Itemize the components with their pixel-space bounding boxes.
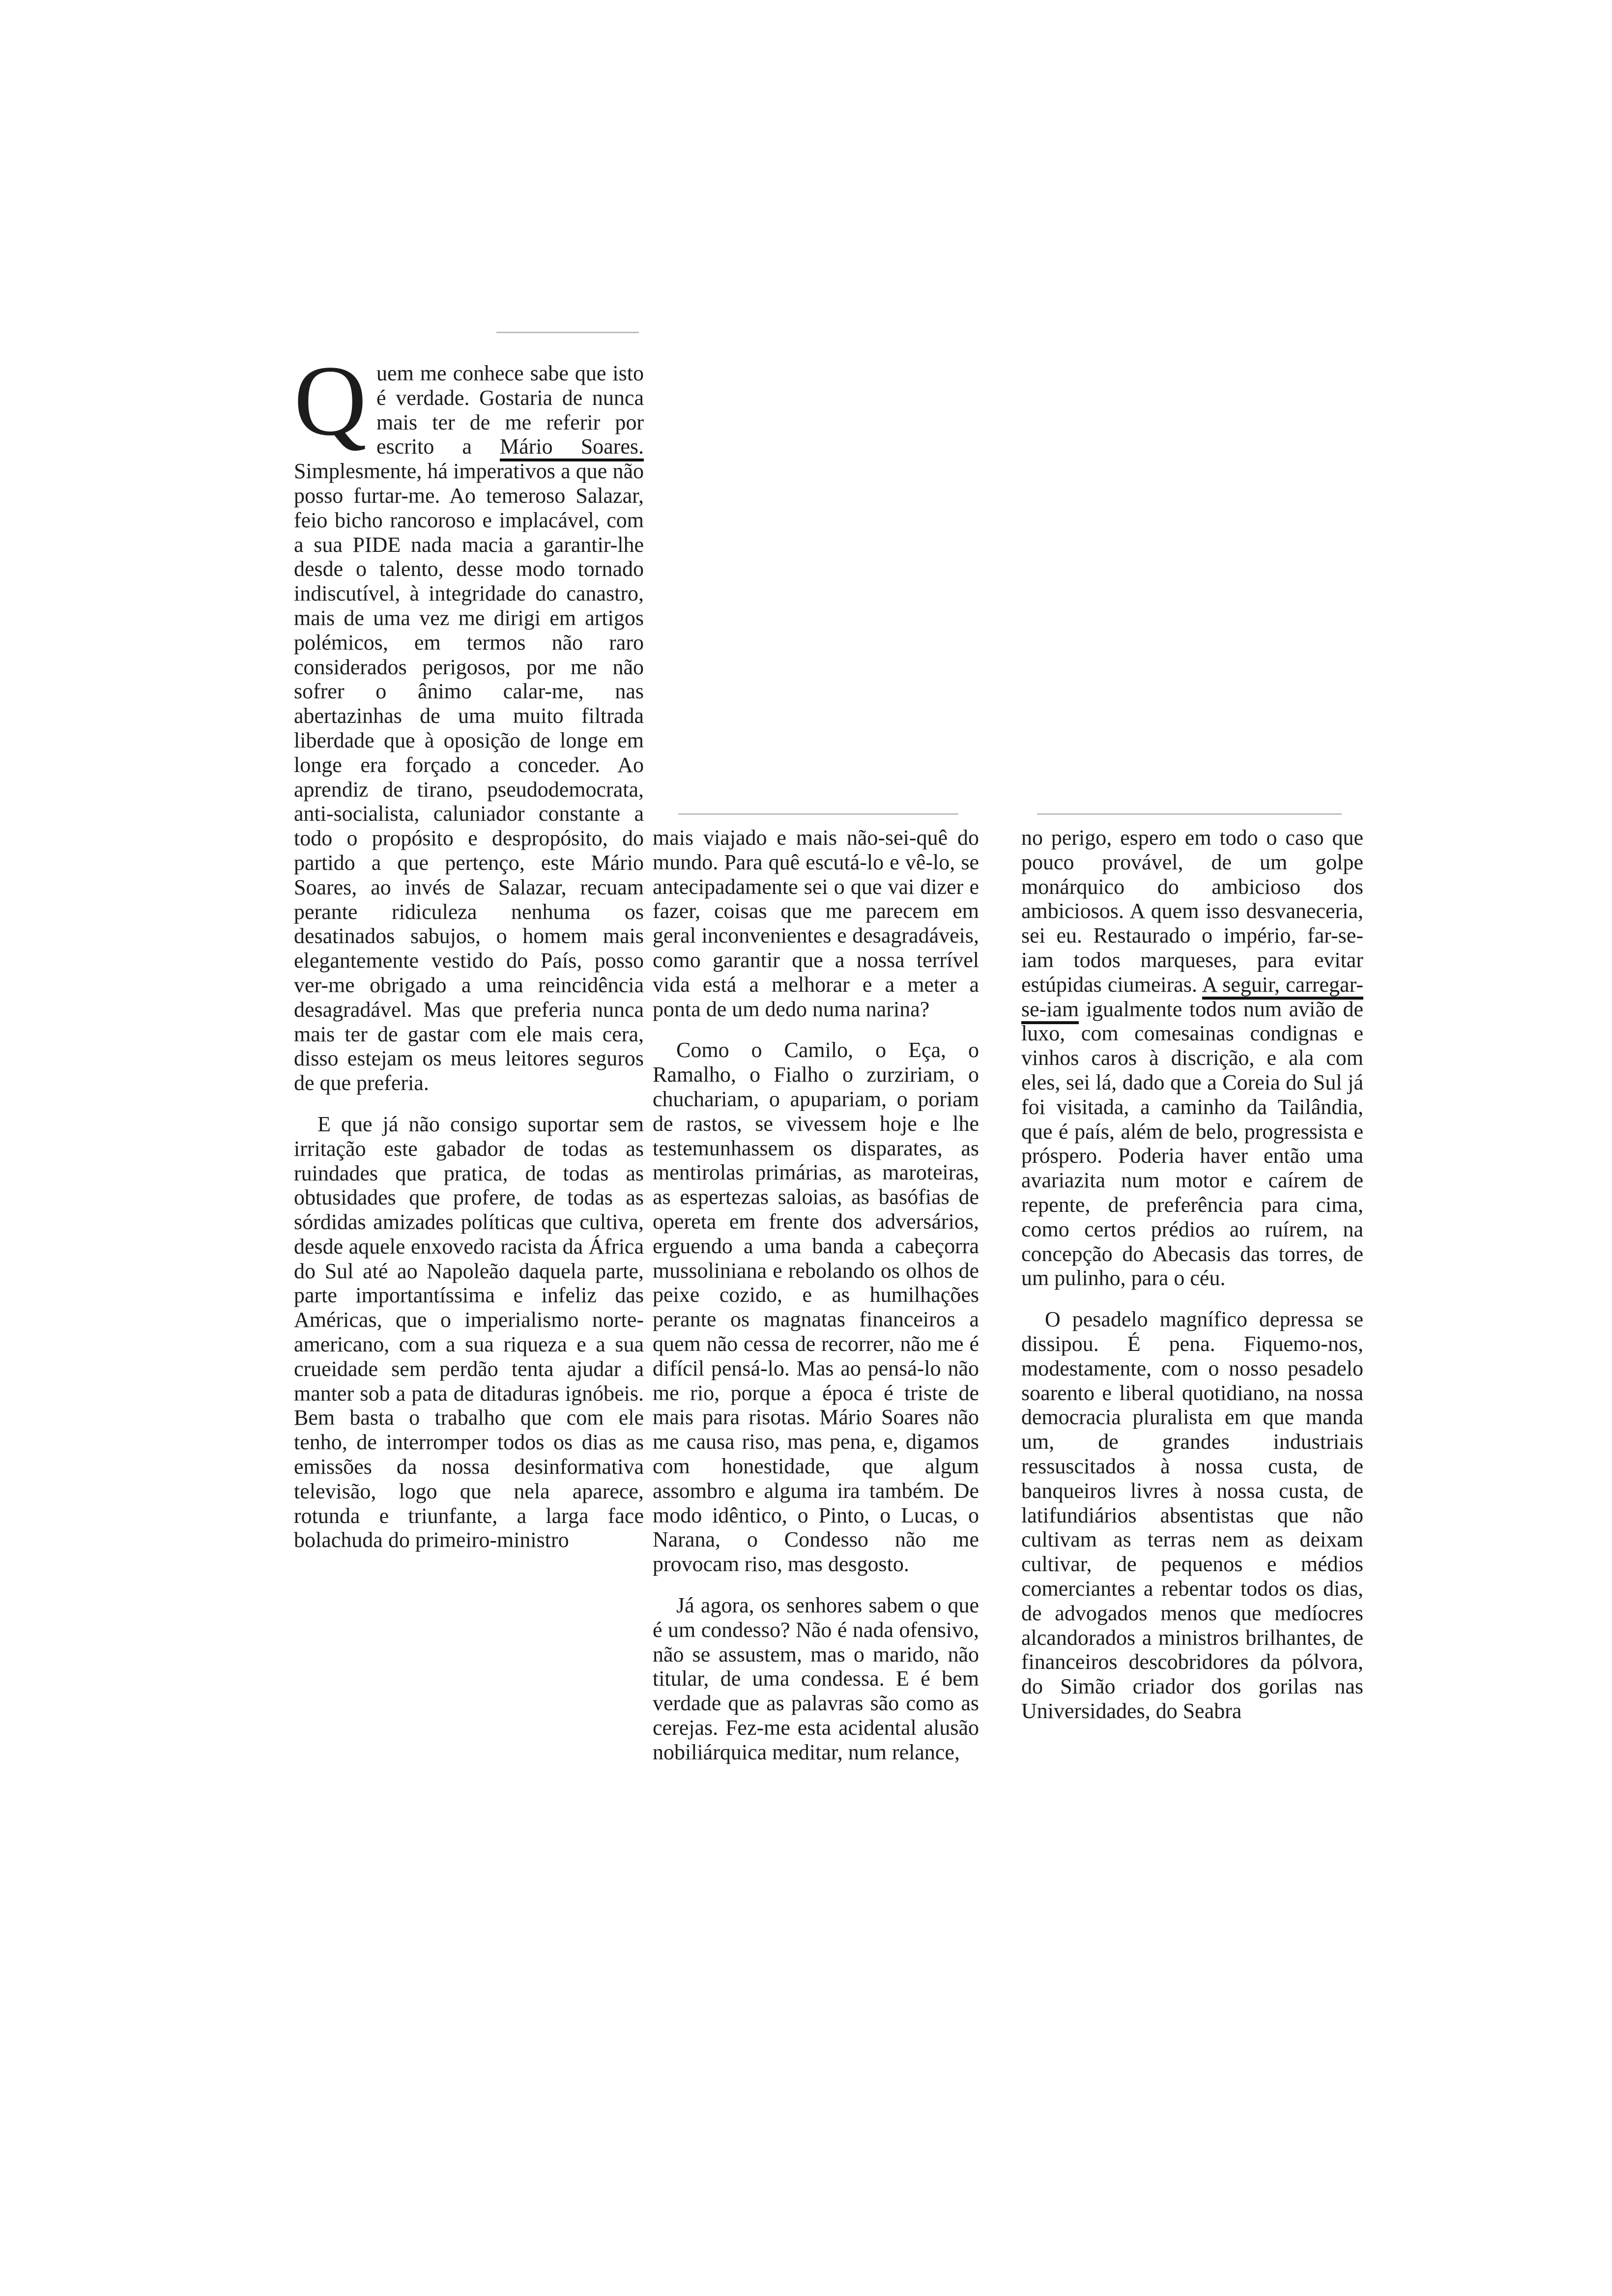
article-column-1 [294, 345, 644, 1552]
scan-speck [1037, 813, 1342, 815]
article-column-2 [653, 826, 979, 1764]
drop-cap: Q [294, 345, 367, 457]
paragraph-text: Simplesmente, há imperativos a que não posso furtar-me. Ao temeroso Salazar, feio bicho rancoroso e implacável, com a sua PIDE nada macia a garantir-lhe desde o talento, desse modo tornado indiscutível, à integridade do canastro, mais de uma vez me dirigi em artigos polémicos, em termos não raro considerados perigosos, por me não sofrer o ânimo calar-me, nas abertazinhas de uma muito filtrada liberdade que à oposição de longe em longe era forçado a conceder. Ao aprendiz de tirano, pseudodemocrata, anti-socialista, caluniador constante a todo o propósito e despropósito, do partido a que pertenço, este Mário Soares, ao invés de Salazar, recuam perante ridiculeza nenhuma os desatinados sabujos, o homem mais elegantemente vestido do País, posso ver-me obrigado a uma reincidência desagradável. Mas que preferia nunca mais ter de gastar com ele mais cera, disso estejam os meus leitores seguros de que preferia. [294, 459, 644, 1095]
article-column-3 [1021, 826, 1363, 1723]
paragraph-text: uem me conhece sabe que isto é verdade. Gostaria de nunca mais ter de me referir por escrito a [376, 361, 644, 459]
underlined-text: Mário Soares. [500, 434, 644, 461]
paragraph-text: no perigo, espero em todo o caso que pouco provável, de um golpe monárquico do ambicioso dos ambiciosos. A quem isso desvaneceria, sei eu. Restaurado o império, far-se-iam todos marqueses, para evitar estúpidas ciumeiras. [1021, 826, 1363, 997]
paragraph: Já agora, os senhores sabem o que é um condesso? Não é nada ofensivo, não se assustem, mas o marido, não titular, de uma condessa. E é bem verdade que as palavras são como as cerejas. Fez-me esta acidental alusão nobiliárquica meditar, num relance, [653, 1593, 979, 1764]
paragraph: E que já não consigo suportar sem irritação este gabador de todas as ruindades que pratica, de todas as obtusidades que profere, de todas as sórdidas amizades políticas que cultiva, desde aquele enxovedo racista da África do Sul até ao Napoleão daquela parte, parte importantíssima e infeliz das Américas, que o imperialismo norte-americano, com a sua riqueza e a sua crueidade sem perdão tenta ajudar a manter sob a pata de ditaduras ignóbeis. Bem basta o trabalho que com ele tenho, de interromper todos os dias as emissões da nossa desinformativa televisão, logo que nela aparece, rotunda e triunfante, a larga face bolachuda do primeiro-ministro [294, 1112, 644, 1552]
paragraph [294, 345, 644, 1095]
scan-speck [496, 332, 639, 333]
paragraph: mais viajado e mais não-sei-quê do mundo. Para quê escutá-lo e vê-lo, se antecipadamente sei o que vai dizer e fazer, coisas que me parecem em geral inconvenientes e desagradáveis, como garantir que a nossa terrível vida está a melhorar e a meter a ponta de um dedo numa narina? [653, 826, 979, 1021]
paragraph: Como o Camilo, o Eça, o Ramalho, o Fialho o zurziriam, o chuchariam, o apupariam, o poriam de rastos, se vivessem hoje e lhe testemunhassem os disparates, as mentirolas primárias, as maroteiras, as espertezas saloias, as basófias de opereta em frente dos adversários, erguendo a uma banda a cabeçorra mussoliniana e rebolando os olhos de peixe cozido, e as humilhações perante os magnatas financeiros a quem não cessa de recorrer, não me é difícil pensá-lo. Mas ao pensá-lo não me rio, porque a época é triste de mais para risotas. Mário Soares não me causa riso, mas pena, e, digamos com honestidade, que algum assombro e alguma ira também. De modo idêntico, o Pinto, o Lucas, o Narana, o Condesso não me provocam riso, mas desgosto. [653, 1038, 979, 1577]
paragraph: O pesadelo magnífico depressa se dissipou. É pena. Fiquemo-nos, modestamente, com o nosso pesadelo soarento e liberal quotidiano, na nossa democracia pluralista em que manda um, de grandes industriais ressuscitados à nossa custa, de banqueiros livres à nossa custa, de latifundiários absentistas que não cultivam as terras nem as deixam cultivar, de pequenos e médios comerciantes a rebentar todos os dias, de advogados menos que medíocres alcandorados a ministros brilhantes, de financeiros descobridores da pólvora, do Simão criador dos gorilas nas Universidades, do Seabra [1021, 1307, 1363, 1723]
scan-speck [678, 813, 958, 815]
paragraph-text: igualmente todos num avião de luxo, com comesainas condignas e vinhos caros à discrição, e ala com eles, sei lá, dado que a Coreia do Sul já foi visitada, a caminho da Tailândia, que é país, além de belo, progressista e próspero. Poderia haver então uma avariazita num motor e caírem de repente, de preferência para cima, como certos prédios ao ruírem, na concepção do Abecasis das torres, de um pulinho, para o céu. [1021, 997, 1363, 1291]
paragraph [1021, 826, 1363, 1291]
underlined-text: A seguir, carregar-se-iam [1021, 973, 1363, 1024]
